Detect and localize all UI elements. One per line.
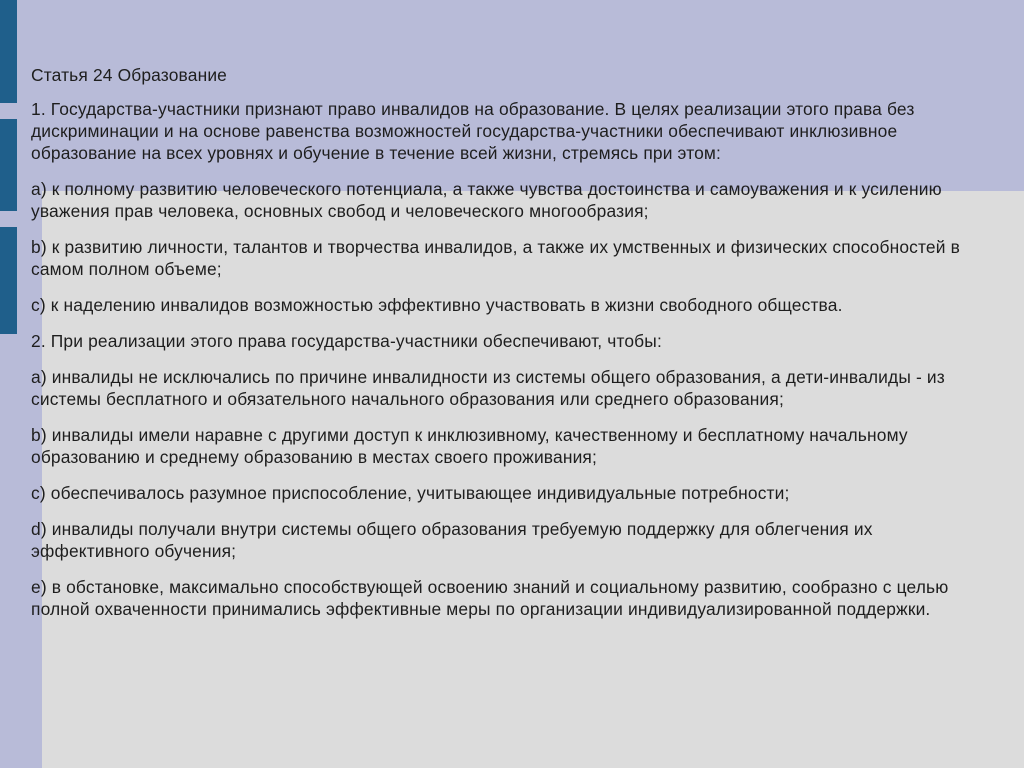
accent-bar-middle xyxy=(0,119,17,211)
accent-bar-top xyxy=(0,0,17,103)
paragraph-1a: a) к полному развитию человеческого потенциала, а также чувства достоинства и самоуважения и к усилению уважения прав человека, основных свобод и человеческого многообразия; xyxy=(31,179,942,221)
paragraph-2c: c) обеспечивалось разумное приспособление, учитывающее индивидуальные потребности; xyxy=(31,483,790,503)
slide-content xyxy=(31,64,991,634)
accent-bar-bottom xyxy=(0,227,17,334)
paragraph-2: 2. При реализации этого права государства-участники обеспечивают, чтобы: xyxy=(31,331,662,351)
paragraph-2a: a) инвалиды не исключались по причине инвалидности из системы общего образования, а дети-инвалиды - из системы бесплатного и обязательного начального образования или среднего образования; xyxy=(31,367,945,409)
paragraph-2b: b) инвалиды имели наравне с другими доступ к инклюзивному, качественному и бесплатному начальному образованию и среднему образованию в местах своего проживания; xyxy=(31,425,908,467)
paragraph-2d: d) инвалиды получали внутри системы общего образования требуемую поддержку для облегчения их эффективного обучения; xyxy=(31,519,873,561)
paragraph-1: 1. Государства-участники признают право инвалидов на образование. В целях реализации этого права без дискриминации и на основе равенства возможностей государства-участники обеспечивают инклюзивное образование на всех уровнях и обучение в течение всей жизни, стремясь при этом: xyxy=(31,99,915,163)
paragraph-1b: b) к развитию личности, талантов и творчества инвалидов, а также их умственных и физических способностей в самом полном объеме; xyxy=(31,237,960,279)
paragraph-1c: c) к наделению инвалидов возможностью эффективно участвовать в жизни свободного общества. xyxy=(31,295,843,315)
paragraph-2e: e) в обстановке, максимально способствующей освоению знаний и социальному развитию, сообразно с целью полной охваченности принимались эффективные меры по организации индивидуализированной поддержки. xyxy=(31,577,949,619)
article-title: Статья 24 Образование xyxy=(31,65,228,85)
